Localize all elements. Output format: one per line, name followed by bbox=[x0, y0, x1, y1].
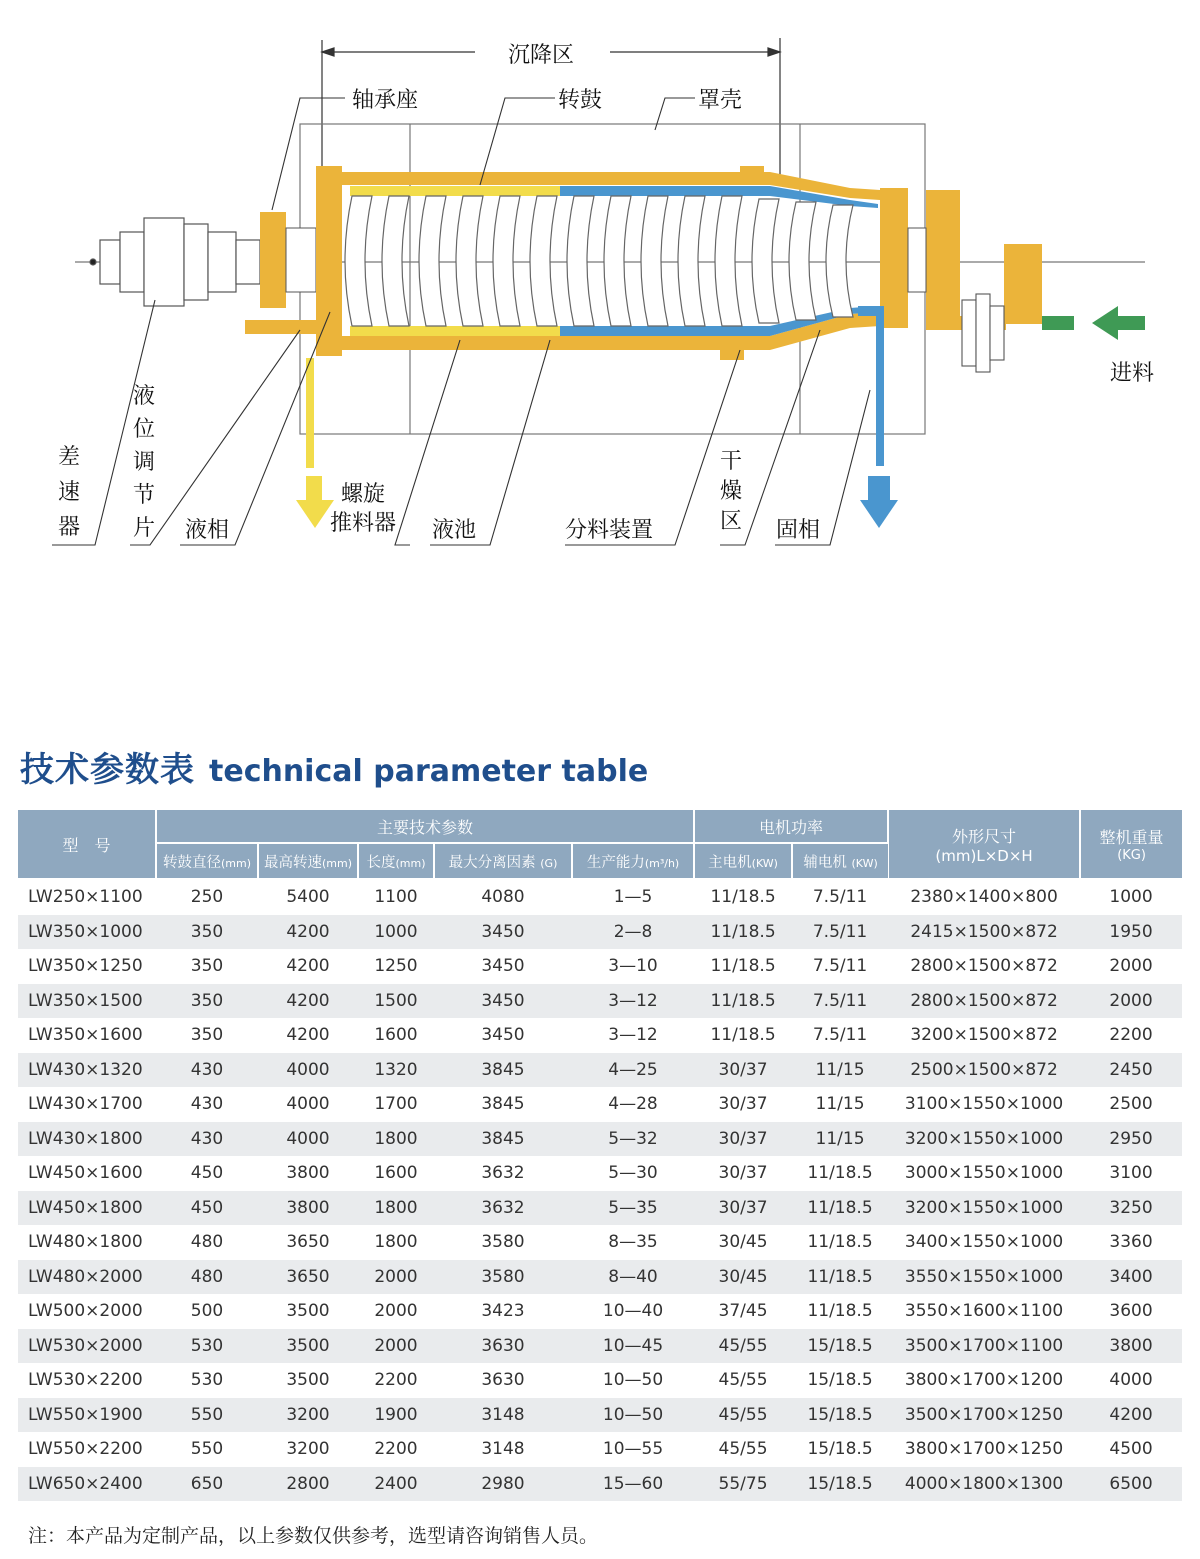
label-screw-pusher-line2: 推料器 bbox=[330, 511, 397, 536]
cell-model: LW250×1100 bbox=[28, 887, 143, 908]
cell-separation-factor: 3630 bbox=[434, 1329, 572, 1364]
cell-capacity: 3—12 bbox=[608, 1025, 658, 1046]
cell-capacity: 10—50 bbox=[602, 1370, 664, 1391]
label-solid-phase: 固相 bbox=[776, 518, 821, 543]
table-row bbox=[18, 1398, 1182, 1433]
header-drum-diameter bbox=[156, 843, 258, 879]
cell-max-speed: 3500 bbox=[286, 1301, 330, 1322]
cell-main-motor: 11/18.5 bbox=[694, 915, 792, 950]
screw-flight bbox=[345, 196, 372, 326]
cell-separation-factor: 3632 bbox=[434, 1191, 572, 1226]
cell-main-motor: 30/37 bbox=[718, 1094, 768, 1115]
cell-max-speed: 5400 bbox=[286, 887, 330, 908]
cell-drum-diameter: 530 bbox=[190, 1370, 224, 1391]
cell-model: LW480×2000 bbox=[18, 1260, 156, 1295]
vertical-label-char: 液 bbox=[133, 384, 156, 409]
cell-main-motor: 45/55 bbox=[718, 1439, 768, 1460]
cell-length: 1500 bbox=[358, 984, 434, 1019]
cell-capacity: 3—10 bbox=[608, 956, 658, 977]
screw-flight bbox=[567, 196, 594, 326]
cell-weight: 3600 bbox=[1109, 1301, 1153, 1322]
header-main-params: 主要技术参数 bbox=[156, 810, 694, 843]
leader-lines bbox=[52, 98, 870, 545]
cell-model: LW350×1250 bbox=[28, 956, 143, 977]
right-shaft bbox=[908, 228, 926, 292]
cell-main-motor: 55/75 bbox=[694, 1467, 792, 1502]
cell-max-speed: 4000 bbox=[286, 1094, 330, 1115]
table-row bbox=[18, 1018, 1182, 1053]
cell-capacity: 10—45 bbox=[572, 1329, 694, 1364]
vertical-label-char: 器 bbox=[58, 515, 81, 540]
cell-length: 2200 bbox=[374, 1370, 418, 1391]
section-title bbox=[20, 742, 648, 791]
cell-separation-factor: 3632 bbox=[481, 1163, 525, 1184]
cell-max-speed: 4200 bbox=[286, 956, 330, 977]
cell-aux-motor: 15/18.5 bbox=[792, 1398, 888, 1433]
cell-separation-factor: 3845 bbox=[434, 1053, 572, 1088]
cell-main-motor: 11/18.5 bbox=[694, 984, 792, 1019]
cell-model: LW650×2400 bbox=[18, 1467, 156, 1502]
cell-aux-motor: 15/18.5 bbox=[807, 1370, 873, 1391]
cell-dimensions: 3550×1600×1100 bbox=[904, 1301, 1064, 1322]
cell-capacity: 15—60 bbox=[572, 1467, 694, 1502]
cell-capacity: 3—12 bbox=[572, 984, 694, 1019]
cell-aux-motor: 11/15 bbox=[792, 1053, 888, 1088]
screw-flight bbox=[419, 196, 446, 326]
label-liquid-phase: 液相 bbox=[185, 518, 230, 543]
cell-aux-motor: 7.5/11 bbox=[812, 956, 868, 977]
vertical-label-char: 干 bbox=[720, 449, 743, 474]
cell-length: 1600 bbox=[374, 1025, 418, 1046]
cell-drum-diameter: 350 bbox=[156, 984, 258, 1019]
cell-model: LW350×1600 bbox=[28, 1025, 143, 1046]
table-row bbox=[18, 1053, 1182, 1088]
vertical-label-char: 差 bbox=[58, 445, 81, 470]
cell-weight: 3360 bbox=[1109, 1232, 1153, 1253]
cell-length: 2400 bbox=[358, 1467, 434, 1502]
cell-drum-diameter: 500 bbox=[190, 1301, 224, 1322]
vertical-label-char: 燥 bbox=[720, 479, 743, 504]
vertical-label-char: 调 bbox=[133, 450, 156, 475]
cell-capacity: 10—55 bbox=[602, 1439, 664, 1460]
header-dimensions-sub: (mm)L×D×H bbox=[935, 846, 1033, 865]
cell-weight: 4500 bbox=[1109, 1439, 1153, 1460]
vertical-label-char: 速 bbox=[58, 480, 81, 505]
table-row bbox=[18, 1191, 1182, 1226]
label-distributor: 分料装置 bbox=[565, 518, 654, 543]
vertical-label-char: 节 bbox=[133, 483, 156, 508]
cell-drum-diameter: 350 bbox=[190, 956, 224, 977]
cell-capacity: 5—32 bbox=[572, 1122, 694, 1157]
header-capacity-label: 生产能力 bbox=[586, 854, 645, 871]
table-row bbox=[18, 1432, 1182, 1467]
cell-weight: 2950 bbox=[1080, 1122, 1182, 1157]
header-model: 型 号 bbox=[18, 810, 156, 879]
cell-weight: 1950 bbox=[1080, 915, 1182, 950]
cell-dimensions: 4000×1800×1300 bbox=[888, 1467, 1080, 1502]
cell-max-speed: 3800 bbox=[258, 1191, 358, 1226]
cell-aux-motor: 7.5/11 bbox=[792, 984, 888, 1019]
cell-model: LW550×1900 bbox=[18, 1398, 156, 1433]
cell-aux-motor: 15/18.5 bbox=[792, 1467, 888, 1502]
cell-max-speed: 4200 bbox=[286, 1025, 330, 1046]
label-level-plate bbox=[133, 384, 155, 541]
cell-dimensions: 2500×1500×872 bbox=[888, 1053, 1080, 1088]
cell-model: LW450×1800 bbox=[18, 1191, 156, 1226]
centrifuge-diagram bbox=[0, 0, 1200, 600]
screw-flight bbox=[678, 196, 705, 326]
screw-flight bbox=[604, 196, 631, 326]
parameter-table bbox=[18, 810, 1182, 1501]
differential-gearbox bbox=[90, 218, 260, 306]
cell-main-motor: 11/18.5 bbox=[710, 956, 776, 977]
header-length bbox=[358, 843, 434, 879]
cell-length: 1600 bbox=[374, 1163, 418, 1184]
header-capacity-unit: (m³/h) bbox=[644, 856, 680, 870]
cell-separation-factor: 3148 bbox=[481, 1439, 525, 1460]
liquid-phase-arrow bbox=[296, 358, 334, 528]
cell-dimensions: 2380×1400×800 bbox=[910, 887, 1058, 908]
cell-aux-motor: 11/18.5 bbox=[792, 1260, 888, 1295]
cell-dimensions: 3500×1700×1100 bbox=[888, 1329, 1080, 1364]
header-dimensions bbox=[888, 810, 1080, 879]
cell-model: LW430×1320 bbox=[18, 1053, 156, 1088]
cell-drum-diameter: 250 bbox=[190, 887, 224, 908]
cell-length: 1800 bbox=[358, 1122, 434, 1157]
cell-model: LW430×1700 bbox=[28, 1094, 143, 1115]
cell-main-motor: 30/45 bbox=[694, 1260, 792, 1295]
cell-max-speed: 2800 bbox=[258, 1467, 358, 1502]
screw-flight bbox=[715, 196, 742, 326]
header-max-speed-label: 最高转速 bbox=[263, 854, 322, 871]
cell-aux-motor: 15/18.5 bbox=[792, 1329, 888, 1364]
cell-capacity: 8—35 bbox=[608, 1232, 658, 1253]
label-screw-pusher-line1: 螺旋 bbox=[341, 482, 386, 507]
header-motor-power: 电机功率 bbox=[694, 810, 888, 843]
cell-length: 2000 bbox=[358, 1260, 434, 1295]
cell-separation-factor: 3423 bbox=[481, 1301, 525, 1322]
cell-max-speed: 3800 bbox=[286, 1163, 330, 1184]
cell-weight: 2200 bbox=[1109, 1025, 1153, 1046]
label-differential bbox=[58, 445, 80, 540]
cell-weight: 2450 bbox=[1080, 1053, 1182, 1088]
screw-flight bbox=[456, 196, 483, 326]
cell-model: LW430×1800 bbox=[18, 1122, 156, 1157]
cell-capacity: 5—35 bbox=[572, 1191, 694, 1226]
cell-dimensions: 3000×1550×1000 bbox=[904, 1163, 1064, 1184]
label-bearing-seat: 轴承座 bbox=[352, 88, 419, 113]
cell-main-motor: 30/45 bbox=[718, 1232, 768, 1253]
table-row bbox=[18, 915, 1182, 950]
cell-weight: 2500 bbox=[1109, 1094, 1153, 1115]
cell-model: LW530×2200 bbox=[28, 1370, 143, 1391]
cell-max-speed: 3650 bbox=[258, 1260, 358, 1295]
left-bearing-seat bbox=[260, 212, 286, 308]
header-aux-motor bbox=[792, 843, 888, 879]
cell-main-motor: 45/55 bbox=[694, 1329, 792, 1364]
cell-drum-diameter: 430 bbox=[190, 1094, 224, 1115]
header-separation-factor-unit: (G) bbox=[540, 856, 558, 870]
screw-flight bbox=[789, 202, 816, 320]
screw-flight bbox=[752, 199, 779, 323]
cell-model: LW450×1600 bbox=[28, 1163, 143, 1184]
feed-pipe-fitting bbox=[962, 294, 1004, 372]
screw-pusher bbox=[345, 196, 853, 326]
cell-dimensions: 2800×1500×872 bbox=[910, 956, 1058, 977]
cell-separation-factor: 3845 bbox=[434, 1122, 572, 1157]
cell-model: LW500×2000 bbox=[28, 1301, 143, 1322]
cell-separation-factor: 3630 bbox=[481, 1370, 525, 1391]
cell-length: 2200 bbox=[374, 1439, 418, 1460]
table-row bbox=[18, 879, 1182, 915]
header-main-motor bbox=[694, 843, 792, 879]
header-length-unit: (mm) bbox=[395, 856, 426, 870]
table-row bbox=[18, 1467, 1182, 1502]
cell-dimensions: 3400×1550×1000 bbox=[904, 1232, 1064, 1253]
table-row bbox=[18, 1156, 1182, 1191]
label-feed: 进料 bbox=[1110, 361, 1155, 386]
cell-capacity: 10—50 bbox=[572, 1398, 694, 1433]
cell-separation-factor: 3580 bbox=[434, 1260, 572, 1295]
cell-capacity: 2—8 bbox=[572, 915, 694, 950]
cell-dimensions: 2800×1500×872 bbox=[888, 984, 1080, 1019]
cell-drum-diameter: 480 bbox=[156, 1260, 258, 1295]
cell-dimensions: 3800×1700×1250 bbox=[904, 1439, 1064, 1460]
footnote: 注：本产品为定制产品，以上参数仅供参考，选型请咨询销售人员。 bbox=[28, 1525, 599, 1547]
cell-length: 1700 bbox=[374, 1094, 418, 1115]
header-capacity bbox=[572, 843, 694, 879]
cell-drum-diameter: 530 bbox=[156, 1329, 258, 1364]
cell-separation-factor: 3450 bbox=[434, 915, 572, 950]
cell-separation-factor: 3148 bbox=[434, 1398, 572, 1433]
cell-aux-motor: 7.5/11 bbox=[812, 887, 868, 908]
cell-weight: 3250 bbox=[1080, 1191, 1182, 1226]
cell-aux-motor: 7.5/11 bbox=[792, 915, 888, 950]
cell-dimensions: 3800×1700×1200 bbox=[904, 1370, 1064, 1391]
cell-aux-motor: 11/18.5 bbox=[792, 1191, 888, 1226]
cell-aux-motor: 11/18.5 bbox=[807, 1163, 873, 1184]
table-row bbox=[18, 984, 1182, 1019]
cell-max-speed: 3500 bbox=[286, 1370, 330, 1391]
cell-weight: 4000 bbox=[1109, 1370, 1153, 1391]
cell-separation-factor: 3450 bbox=[481, 1025, 525, 1046]
right-bearing-seat bbox=[926, 190, 960, 316]
cell-length: 1800 bbox=[358, 1191, 434, 1226]
vertical-label-char: 位 bbox=[133, 417, 156, 442]
cell-weight: 3400 bbox=[1080, 1260, 1182, 1295]
cell-weight: 1000 bbox=[1109, 887, 1153, 908]
table-row bbox=[18, 949, 1182, 984]
header-weight bbox=[1080, 810, 1182, 879]
table-body bbox=[18, 879, 1182, 1501]
header-weight-sub: (KG) bbox=[1117, 848, 1146, 863]
cell-main-motor: 30/37 bbox=[694, 1122, 792, 1157]
cell-dimensions: 3550×1550×1000 bbox=[888, 1260, 1080, 1295]
cell-length: 2000 bbox=[374, 1301, 418, 1322]
cell-main-motor: 45/55 bbox=[694, 1398, 792, 1433]
screw-flight bbox=[493, 196, 520, 326]
table-row bbox=[18, 1363, 1182, 1398]
table-row bbox=[18, 1225, 1182, 1260]
label-drum: 转鼓 bbox=[558, 88, 603, 113]
label-settling-zone: 沉降区 bbox=[508, 43, 575, 68]
cell-weight: 2000 bbox=[1080, 984, 1182, 1019]
cell-separation-factor: 3450 bbox=[434, 984, 572, 1019]
cell-dimensions: 3200×1550×1000 bbox=[888, 1122, 1080, 1157]
header-separation-factor-label: 最大分离因素 bbox=[448, 854, 536, 871]
cell-weight: 6500 bbox=[1080, 1467, 1182, 1502]
cell-main-motor: 30/37 bbox=[718, 1163, 768, 1184]
label-liquid-pool: 液池 bbox=[432, 518, 477, 543]
cell-dimensions: 3200×1500×872 bbox=[910, 1025, 1058, 1046]
cell-capacity: 4—28 bbox=[608, 1094, 658, 1115]
cell-main-motor: 11/18.5 bbox=[710, 887, 776, 908]
cell-aux-motor: 11/18.5 bbox=[807, 1232, 873, 1253]
cell-weight: 3100 bbox=[1109, 1163, 1153, 1184]
cell-separation-factor: 2980 bbox=[434, 1467, 572, 1502]
cell-weight: 4200 bbox=[1080, 1398, 1182, 1433]
screw-flight bbox=[826, 205, 853, 317]
vertical-label-char: 片 bbox=[133, 516, 156, 541]
cell-main-motor: 11/18.5 bbox=[710, 1025, 776, 1046]
cell-aux-motor: 15/18.5 bbox=[807, 1439, 873, 1460]
cell-model: LW350×1500 bbox=[18, 984, 156, 1019]
feed-arrow bbox=[1042, 306, 1145, 340]
cell-drum-diameter: 450 bbox=[190, 1163, 224, 1184]
cell-weight: 2000 bbox=[1109, 956, 1153, 977]
cell-aux-motor: 11/15 bbox=[815, 1094, 865, 1115]
section-title-en: technical parameter table bbox=[209, 754, 649, 789]
cell-separation-factor: 3580 bbox=[481, 1232, 525, 1253]
cell-max-speed: 4000 bbox=[258, 1122, 358, 1157]
screw-flight bbox=[641, 196, 668, 326]
cell-main-motor: 37/45 bbox=[718, 1301, 768, 1322]
motor-pulley bbox=[1004, 244, 1042, 324]
label-drying-zone bbox=[720, 449, 742, 534]
header-aux-motor-label: 辅电机 bbox=[803, 854, 847, 871]
cell-dimensions: 3200×1550×1000 bbox=[888, 1191, 1080, 1226]
header-aux-motor-unit: (KW) bbox=[851, 856, 878, 870]
cell-length: 1320 bbox=[358, 1053, 434, 1088]
cell-max-speed: 4000 bbox=[258, 1053, 358, 1088]
cell-length: 1250 bbox=[374, 956, 418, 977]
table-row bbox=[18, 1122, 1182, 1157]
cell-weight: 3800 bbox=[1080, 1329, 1182, 1364]
cell-model: LW550×2200 bbox=[28, 1439, 143, 1460]
table-row bbox=[18, 1260, 1182, 1295]
cell-length: 1100 bbox=[374, 887, 418, 908]
header-main-motor-label: 主电机 bbox=[708, 854, 752, 871]
screw-flight bbox=[530, 196, 557, 326]
label-housing: 罩壳 bbox=[698, 88, 743, 113]
vertical-label-char: 区 bbox=[720, 509, 743, 534]
cell-drum-diameter: 450 bbox=[156, 1191, 258, 1226]
cell-drum-diameter: 430 bbox=[156, 1122, 258, 1157]
cell-drum-diameter: 430 bbox=[156, 1053, 258, 1088]
section-title-cn: 技术参数表 bbox=[20, 750, 195, 790]
cell-aux-motor: 7.5/11 bbox=[812, 1025, 868, 1046]
cell-drum-diameter: 650 bbox=[156, 1467, 258, 1502]
cell-max-speed: 3500 bbox=[258, 1329, 358, 1364]
cell-max-speed: 3650 bbox=[286, 1232, 330, 1253]
header-dimensions-label: 外形尺寸 bbox=[952, 826, 1017, 846]
cell-dimensions: 3100×1550×1000 bbox=[904, 1094, 1064, 1115]
cell-dimensions: 3500×1700×1250 bbox=[888, 1398, 1080, 1433]
header-drum-diameter-unit: (mm) bbox=[220, 856, 251, 870]
cell-capacity: 8—40 bbox=[572, 1260, 694, 1295]
cell-separation-factor: 3450 bbox=[481, 956, 525, 977]
table-row bbox=[18, 1087, 1182, 1122]
header-weight-label: 整机重量 bbox=[1099, 828, 1164, 847]
cell-dimensions: 2415×1500×872 bbox=[888, 915, 1080, 950]
header-main-motor-unit: (KW) bbox=[751, 856, 778, 870]
cell-capacity: 4—25 bbox=[572, 1053, 694, 1088]
header-drum-diameter-label: 转鼓直径 bbox=[162, 854, 221, 871]
solid-phase-arrow bbox=[858, 306, 898, 528]
cell-length: 1800 bbox=[374, 1232, 418, 1253]
cell-max-speed: 3200 bbox=[258, 1398, 358, 1433]
cell-capacity: 1—5 bbox=[613, 887, 653, 908]
cell-separation-factor: 4080 bbox=[481, 887, 525, 908]
table-row bbox=[18, 1329, 1182, 1364]
header-separation-factor bbox=[434, 843, 572, 879]
header-max-speed-unit: (mm) bbox=[321, 856, 352, 870]
cell-drum-diameter: 550 bbox=[156, 1398, 258, 1433]
header-length-label: 长度 bbox=[366, 854, 396, 871]
cell-max-speed: 4200 bbox=[258, 915, 358, 950]
table-header bbox=[18, 810, 1182, 879]
cell-capacity: 5—30 bbox=[608, 1163, 658, 1184]
cell-aux-motor: 11/18.5 bbox=[807, 1301, 873, 1322]
cell-drum-diameter: 350 bbox=[156, 915, 258, 950]
cell-main-motor: 30/37 bbox=[694, 1191, 792, 1226]
cell-aux-motor: 11/15 bbox=[792, 1122, 888, 1157]
cell-capacity: 10—40 bbox=[602, 1301, 664, 1322]
cell-max-speed: 4200 bbox=[258, 984, 358, 1019]
cell-length: 2000 bbox=[358, 1329, 434, 1364]
cell-length: 1900 bbox=[358, 1398, 434, 1433]
cell-separation-factor: 3845 bbox=[481, 1094, 525, 1115]
cell-length: 1000 bbox=[358, 915, 434, 950]
header-max-speed bbox=[258, 843, 358, 879]
cell-main-motor: 45/55 bbox=[718, 1370, 768, 1391]
cell-drum-diameter: 480 bbox=[190, 1232, 224, 1253]
cell-model: LW530×2000 bbox=[18, 1329, 156, 1364]
cell-model: LW480×1800 bbox=[28, 1232, 143, 1253]
cell-model: LW350×1000 bbox=[18, 915, 156, 950]
table-row bbox=[18, 1294, 1182, 1329]
screw-flight bbox=[382, 196, 409, 326]
cell-max-speed: 3200 bbox=[286, 1439, 330, 1460]
cell-main-motor: 30/37 bbox=[694, 1053, 792, 1088]
cell-drum-diameter: 350 bbox=[190, 1025, 224, 1046]
cell-drum-diameter: 550 bbox=[190, 1439, 224, 1460]
left-shaft bbox=[286, 228, 316, 292]
